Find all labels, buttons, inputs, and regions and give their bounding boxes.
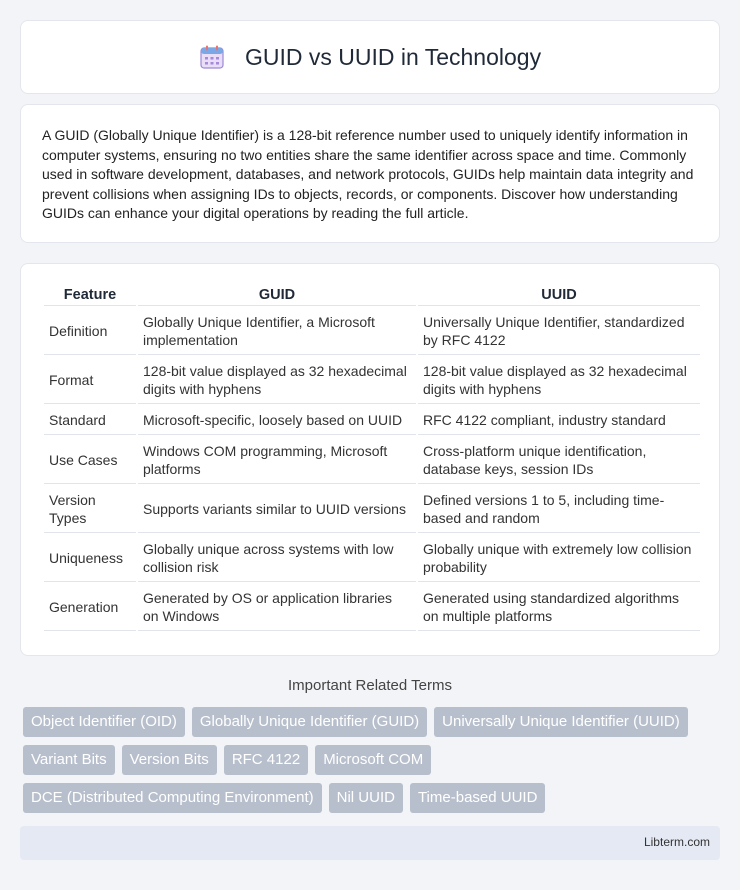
- tag[interactable]: Nil UUID: [329, 783, 403, 813]
- feature-cell: Standard: [44, 406, 136, 435]
- feature-cell: Definition: [44, 308, 136, 355]
- uuid-cell: Universally Unique Identifier, standardized by RFC 4122: [418, 308, 700, 355]
- uuid-cell: Globally unique with extremely low collision probability: [418, 535, 700, 582]
- related-terms-heading: Important Related Terms: [288, 677, 452, 694]
- tag[interactable]: DCE (Distributed Computing Environment): [23, 783, 322, 813]
- feature-cell: Uniqueness: [44, 535, 136, 582]
- comparison-table: [42, 282, 702, 633]
- table-row: [44, 357, 700, 404]
- uuid-cell: Generated using standardized algorithms on multiple platforms: [418, 584, 700, 631]
- uuid-cell: 128-bit value displayed as 32 hexadecimal digits with hyphens: [418, 357, 700, 404]
- feature-cell: Use Cases: [44, 437, 136, 484]
- table-row: [44, 437, 700, 484]
- uuid-cell: Defined versions 1 to 5, including time-based and random: [418, 486, 700, 533]
- intro-text: A GUID (Globally Unique Identifier) is a 128-bit reference number used to uniquely identify information in computer systems, ensuring no two entities share the same identifier across space and time. Commonly used in software development, databases, and network protocols, GUIDs help maintain data integrity and prevent collisions when assigning IDs to objects, records, or components. Discover how understanding GUIDs can enhance your digital operations by reading the full article.: [42, 127, 694, 222]
- table-row: [44, 308, 700, 355]
- table-row: [44, 406, 700, 435]
- feature-cell: Version Types: [44, 486, 136, 533]
- guid-cell: Supports variants similar to UUID versions: [138, 486, 416, 533]
- feature-cell: Format: [44, 357, 136, 404]
- tag[interactable]: Time-based UUID: [410, 783, 545, 813]
- guid-cell: Globally unique across systems with low collision risk: [138, 535, 416, 582]
- intro-card: [20, 104, 720, 243]
- guid-cell: 128-bit value displayed as 32 hexadecimal digits with hyphens: [138, 357, 416, 404]
- tag[interactable]: Version Bits: [122, 745, 217, 775]
- guid-cell: Microsoft-specific, loosely based on UUID: [138, 406, 416, 435]
- tag-row: [23, 783, 723, 813]
- header-guid: GUID: [138, 284, 416, 306]
- tag[interactable]: Globally Unique Identifier (GUID): [192, 707, 427, 737]
- guid-cell: Windows COM programming, Microsoft platforms: [138, 437, 416, 484]
- footer: [20, 826, 720, 860]
- table-row: [44, 535, 700, 582]
- guid-cell: Generated by OS or application libraries on Windows: [138, 584, 416, 631]
- table-row: [44, 584, 700, 631]
- table-row: [44, 486, 700, 533]
- feature-cell: Generation: [44, 584, 136, 631]
- uuid-cell: RFC 4122 compliant, industry standard: [418, 406, 700, 435]
- comparison-card: [20, 263, 720, 656]
- tag[interactable]: Variant Bits: [23, 745, 115, 775]
- footer-site-link[interactable]: Libterm.com: [643, 835, 710, 849]
- tag-row: [23, 707, 723, 737]
- tag[interactable]: RFC 4122: [224, 745, 308, 775]
- tag-row: [23, 745, 723, 775]
- guid-cell: Globally Unique Identifier, a Microsoft implementation: [138, 308, 416, 355]
- table-header-row: [44, 284, 700, 306]
- tag[interactable]: Universally Unique Identifier (UUID): [434, 707, 688, 737]
- calendar-icon: [199, 44, 225, 70]
- page-title: GUID vs UUID in Technology: [244, 43, 542, 70]
- tag[interactable]: Object Identifier (OID): [23, 707, 185, 737]
- uuid-cell: Cross-platform unique identification, database keys, session IDs: [418, 437, 700, 484]
- header-uuid: UUID: [418, 284, 700, 306]
- header-feature: Feature: [44, 284, 136, 306]
- tag[interactable]: Microsoft COM: [315, 745, 431, 775]
- related-terms: [23, 707, 723, 821]
- title-card: [20, 20, 720, 94]
